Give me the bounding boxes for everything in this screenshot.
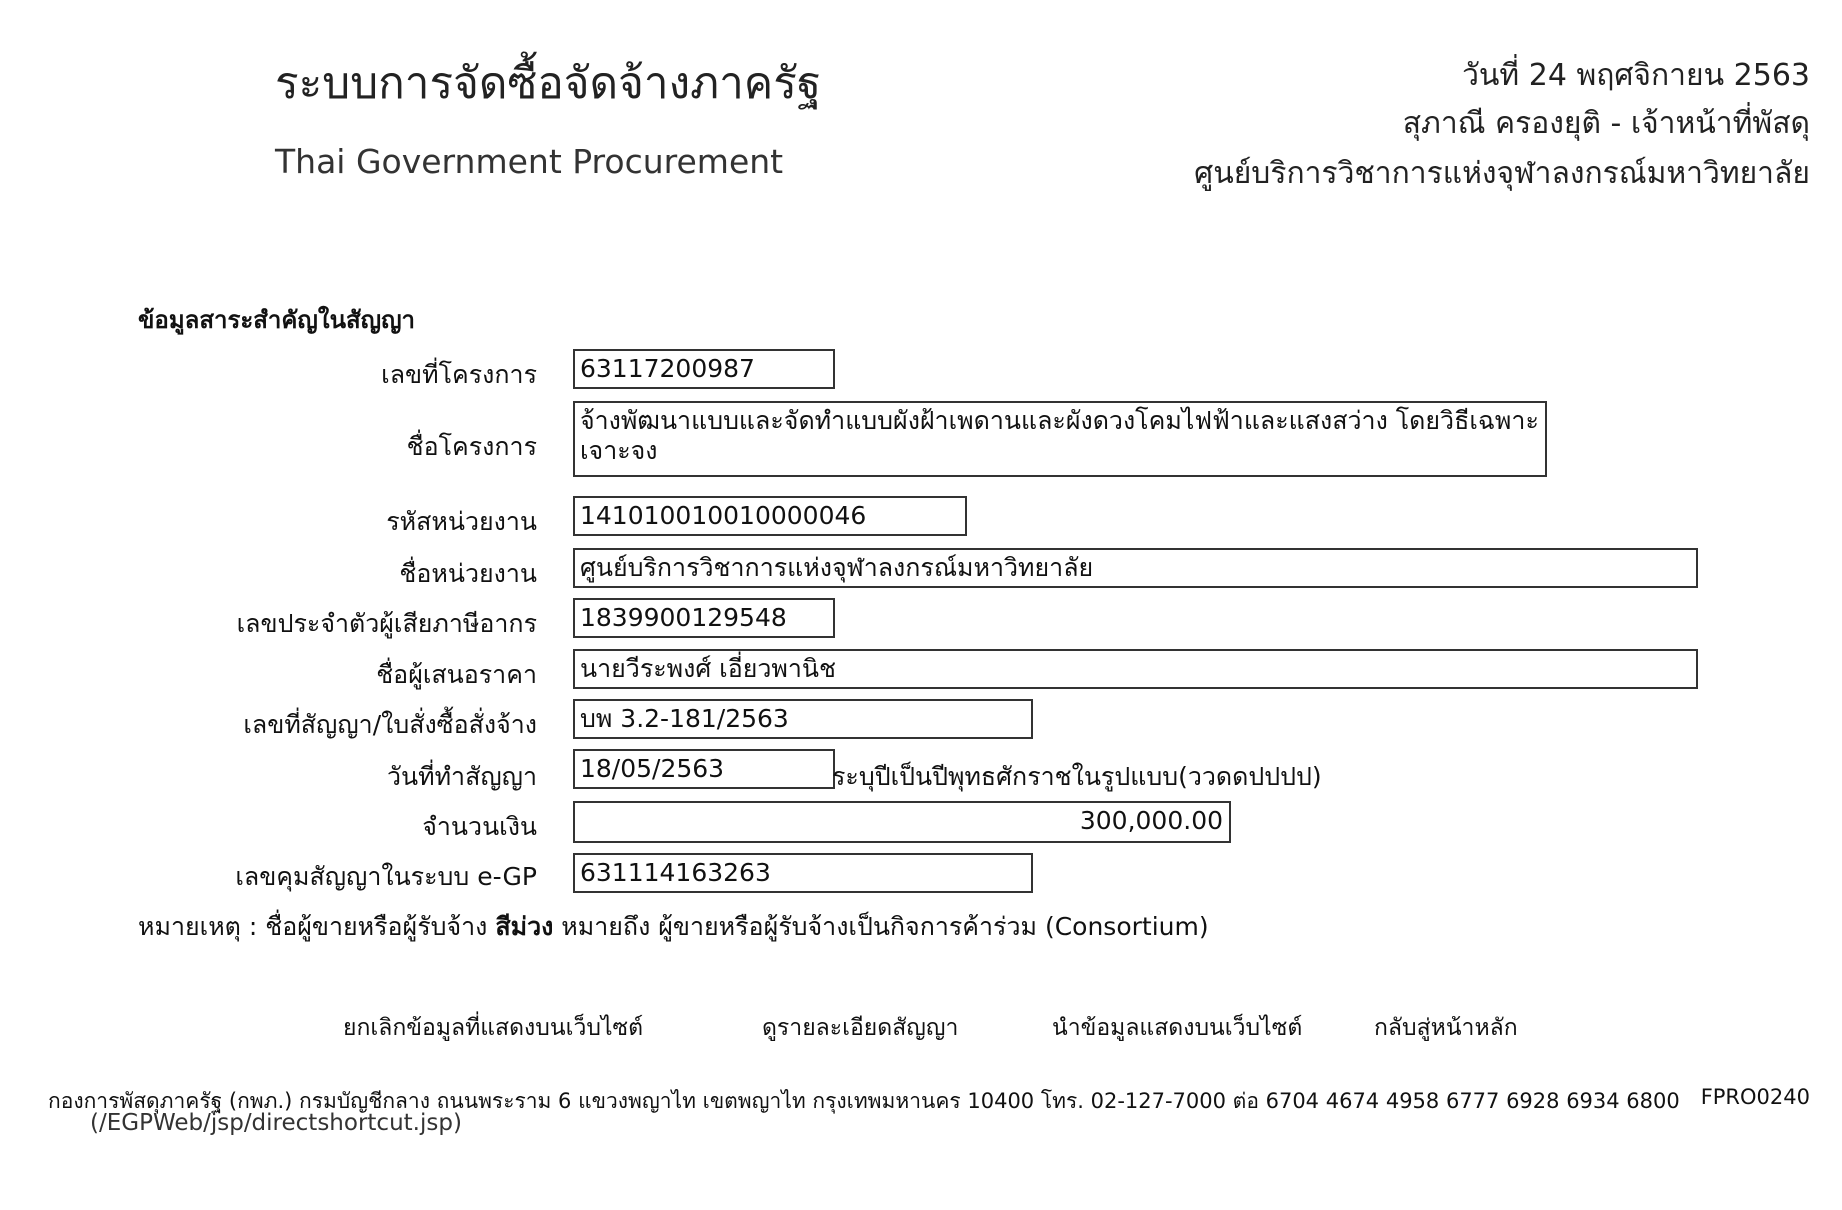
remark-prefix: หมายเหตุ : ชื่อผู้ขายหรือผู้รับจ้าง	[138, 912, 488, 941]
contract-date-hint: ระบุปีเป็นปีพุทธศักราชในรูปแบบ(วว​ดดปปปป)	[832, 762, 1322, 791]
current-date: วันที่ 24 พฤศจิกายน 2563	[1462, 58, 1810, 93]
egp-control-no-label: เลขคุมสัญญาในระบบ e-GP	[235, 862, 537, 891]
agency-code-field[interactable]: 141010010010000046	[573, 496, 967, 536]
contract-no-label: เลขที่สัญญา/ใบสั่งซื้อสั่งจ้าง	[243, 710, 537, 739]
agency-name-field[interactable]: ศูนย์บริการวิชาการแห่งจุฬาลงกรณ์มหาวิทยาลัย	[573, 548, 1698, 588]
contract-date-label: วันที่ทำสัญญา	[386, 762, 537, 791]
remark-suffix: หมายถึง ผู้ขายหรือผู้รับจ้างเป็นกิจการค้าร่วม (Consortium)	[561, 912, 1209, 941]
egp-control-no-field[interactable]: 631114163263	[573, 853, 1033, 893]
system-title-english: Thai Government Procurement	[275, 142, 784, 181]
remark-note	[138, 907, 1209, 947]
user-organization: ศูนย์บริการวิชาการแห่งจุฬาลงกรณ์มหาวิทยาลัย	[1194, 156, 1810, 191]
agency-name-label: ชื่อหน่วยงาน	[399, 559, 537, 588]
project-name-label: ชื่อโครงการ	[406, 432, 537, 461]
project-no-label: เลขที่โครงการ	[381, 360, 537, 389]
footer-address: กองการพัสดุภาครัฐ (กพภ.) กรมบัญชีกลาง ถนนพระราม 6 แขวงพญาไท เขตพญาไท กรุงเทพมหานคร 10400 โทร. 02-127-7000 ต่อ 6704 4674 4958 6777 6928 6934 6800	[48, 1089, 1680, 1113]
bidder-name-field[interactable]: นายวีระพงศ์ เอี่ยวพานิช	[573, 649, 1698, 689]
contract-date-field[interactable]: 18/05/2563	[573, 749, 835, 789]
contract-no-field[interactable]: บพ 3.2-181/2563	[573, 699, 1033, 739]
user-info: สุภาณี ครองยุติ - เจ้าหน้าที่พัสดุ	[1402, 106, 1810, 141]
remark-highlight: สีม่วง	[495, 912, 554, 941]
project-no-field[interactable]: 63117200987	[573, 349, 835, 389]
view-contract-link[interactable]: ดูรายละเอียดสัญญา	[762, 1015, 959, 1041]
cancel-display-link[interactable]: ยกเลิกข้อมูลที่แสดงบนเว็บไซต์	[343, 1015, 644, 1041]
footer-page-code: FPRO0240	[1700, 1085, 1810, 1109]
home-link[interactable]: กลับสู่หน้าหลัก	[1374, 1015, 1518, 1041]
amount-field[interactable]: 300,000.00	[573, 801, 1231, 843]
amount-label: จำนวนเงิน	[422, 812, 537, 841]
project-name-field[interactable]: จ้างพัฒนาแบบและจัดทำแบบผังฝ้าเพดานและผังดวงโคมไฟฟ้าและแสงสว่าง โดยวิธีเฉพาะเจาะจง	[573, 401, 1547, 477]
tax-id-label: เลขประจำตัวผู้เสียภาษีอากร	[236, 609, 537, 638]
section-title: ข้อมูลสาระสำคัญในสัญญา	[138, 306, 416, 334]
tax-id-field[interactable]: 1839900129548	[573, 598, 835, 638]
footer-path: (/EGPWeb/jsp/directshortcut.jsp)	[90, 1110, 462, 1136]
publish-link[interactable]: นำข้อมูลแสดงบนเว็บไซต์	[1052, 1015, 1303, 1041]
bidder-name-label: ชื่อผู้เสนอราคา	[376, 660, 537, 689]
agency-code-label: รหัสหน่วยงาน	[386, 507, 537, 536]
system-title-thai: ระบบการจัดซื้อจัดจ้างภาครัฐ	[275, 58, 822, 109]
